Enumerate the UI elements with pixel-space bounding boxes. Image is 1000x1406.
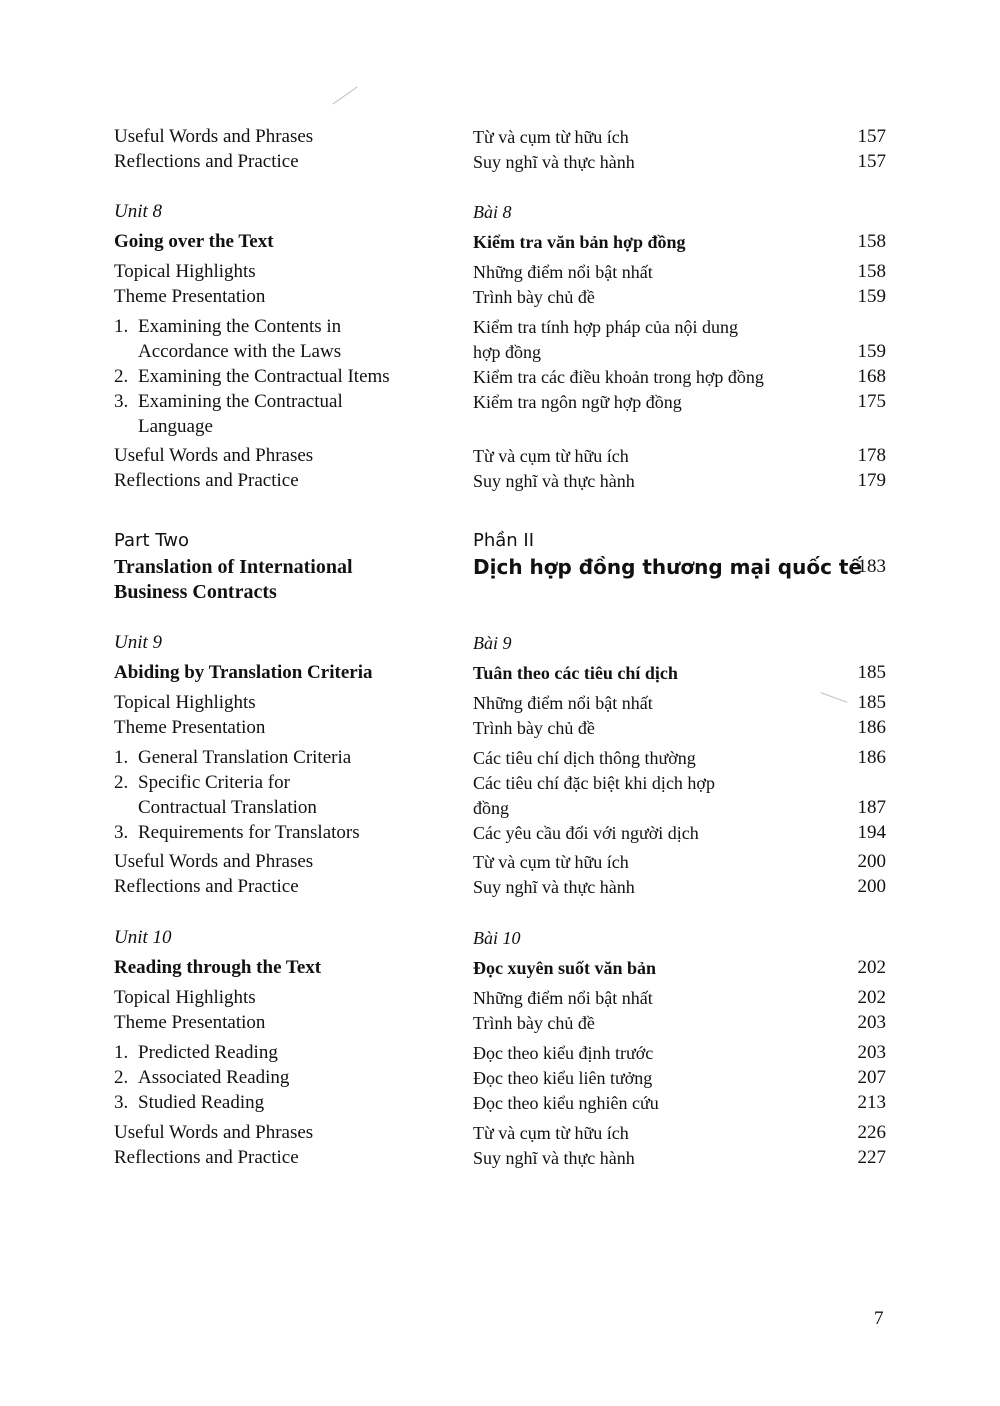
toc-page-ref: 159 bbox=[857, 341, 886, 362]
section-number: 1. bbox=[114, 316, 129, 337]
section-number: 3. bbox=[114, 822, 129, 843]
unit-label-vi: Bài 8 bbox=[473, 202, 512, 222]
toc-page-ref: 202 bbox=[857, 987, 886, 1008]
toc-entry-vi: Suy nghĩ và thực hành bbox=[473, 152, 635, 172]
toc-entry-en: Topical Highlights bbox=[114, 261, 256, 282]
toc-entry-vi: Kiểm tra tính hợp pháp của nội dung bbox=[473, 317, 738, 337]
toc-entry-vi: Những điểm nổi bật nhất bbox=[473, 262, 653, 282]
toc-entry-vi: Từ và cụm từ hữu ích bbox=[473, 852, 629, 872]
toc-entry-en: Studied Reading bbox=[138, 1092, 265, 1113]
toc-page-ref: 179 bbox=[857, 470, 886, 491]
toc-entry-vi: Đọc theo kiểu định trước bbox=[473, 1043, 654, 1063]
section-number: 3. bbox=[114, 1092, 129, 1113]
toc-entry-vi: Từ và cụm từ hữu ích bbox=[473, 1123, 629, 1143]
toc-entry-en: Reflections and Practice bbox=[114, 470, 299, 491]
toc-entry-vi: Đọc theo kiểu nghiên cứu bbox=[473, 1093, 659, 1113]
toc-entry-en: Specific Criteria for bbox=[138, 772, 290, 793]
toc-entry-en: Reflections and Practice bbox=[114, 876, 299, 897]
toc-entry-en: Useful Words and Phrases bbox=[114, 1122, 314, 1143]
toc-entry-en: Contractual Translation bbox=[138, 797, 317, 818]
page-number: 7 bbox=[874, 1308, 884, 1329]
unit-title-en: Going over the Text bbox=[114, 231, 274, 252]
toc-page-ref: 186 bbox=[857, 747, 886, 768]
scan-speck bbox=[821, 692, 848, 703]
toc-page-ref: 213 bbox=[857, 1092, 886, 1113]
toc-entry-vi: hợp đồng bbox=[473, 342, 542, 362]
unit-title-en: Abiding by Translation Criteria bbox=[114, 662, 373, 683]
toc-entry-vi: Những điểm nổi bật nhất bbox=[473, 988, 653, 1008]
toc-entry-en: Examining the Contents in bbox=[138, 316, 342, 337]
toc-entry-en: Language bbox=[138, 416, 213, 437]
section-number: 3. bbox=[114, 391, 129, 412]
toc-page-ref: 194 bbox=[857, 822, 886, 843]
unit-label-en: Unit 9 bbox=[114, 632, 163, 653]
toc-page-ref: 185 bbox=[857, 692, 886, 713]
toc-entry-en: Theme Presentation bbox=[114, 1012, 266, 1033]
toc-entry-en: Useful Words and Phrases bbox=[114, 851, 314, 872]
toc-entry-en: Reflections and Practice bbox=[114, 1147, 299, 1168]
unit-title-vi: Tuân theo các tiêu chí dịch bbox=[473, 663, 678, 683]
section-number: 2. bbox=[114, 772, 129, 793]
toc-page-ref: 159 bbox=[857, 286, 886, 307]
toc-entry-en: Useful Words and Phrases bbox=[114, 445, 314, 466]
toc-page-ref: 186 bbox=[857, 717, 886, 738]
scan-speck bbox=[332, 86, 357, 104]
toc-entry-en: Reflections and Practice bbox=[114, 151, 299, 172]
toc-entry-en: Theme Presentation bbox=[114, 717, 266, 738]
toc-entry-vi: Suy nghĩ và thực hành bbox=[473, 471, 635, 491]
toc-entry-vi: Những điểm nổi bật nhất bbox=[473, 693, 653, 713]
toc-page-ref: 158 bbox=[857, 261, 886, 282]
toc-page-ref: 178 bbox=[857, 445, 886, 466]
toc-entry-en: Examining the Contractual bbox=[138, 391, 343, 412]
toc-entry-vi: Từ và cụm từ hữu ích bbox=[473, 446, 629, 466]
toc-entry-vi: Suy nghĩ và thực hành bbox=[473, 1148, 635, 1168]
toc-entry-vi: Các yêu cầu đối với người dịch bbox=[473, 823, 699, 843]
toc-page-ref: 168 bbox=[857, 366, 886, 387]
toc-entry-vi: Kiểm tra các điều khoản trong hợp đồng bbox=[473, 367, 764, 387]
toc-page-ref: 158 bbox=[857, 231, 886, 252]
toc-entry-en: Topical Highlights bbox=[114, 987, 256, 1008]
toc-page-ref: 187 bbox=[857, 797, 886, 818]
toc-entry-vi: Kiểm tra ngôn ngữ hợp đồng bbox=[473, 392, 682, 412]
toc-entry-vi: Đọc theo kiểu liên tưởng bbox=[473, 1068, 653, 1088]
toc-entry-en: Topical Highlights bbox=[114, 692, 256, 713]
toc-page-ref: 157 bbox=[857, 151, 886, 172]
toc-entry-vi: Trình bày chủ đề bbox=[473, 1013, 595, 1033]
toc-page-ref: 200 bbox=[857, 876, 886, 897]
unit-label-vi: Bài 10 bbox=[473, 928, 521, 948]
toc-entry-en: Examining the Contractual Items bbox=[138, 366, 390, 387]
part-title-en: Translation of International bbox=[114, 556, 353, 578]
unit-title-vi: Kiểm tra văn bản hợp đồng bbox=[473, 232, 686, 252]
toc-entry-en: Useful Words and Phrases bbox=[114, 126, 314, 147]
unit-label-en: Unit 10 bbox=[114, 927, 172, 948]
part-title-vi: Dịch hợp đồng thương mại quốc tế bbox=[473, 555, 863, 579]
section-number: 1. bbox=[114, 747, 129, 768]
toc-entry-en: Accordance with the Laws bbox=[138, 341, 342, 362]
section-number: 1. bbox=[114, 1042, 129, 1063]
toc-page-ref: 203 bbox=[857, 1042, 886, 1063]
unit-label-vi: Bài 9 bbox=[473, 633, 512, 653]
toc-page-ref: 200 bbox=[857, 851, 886, 872]
toc-entry-vi: Các tiêu chí dịch thông thường bbox=[473, 748, 696, 768]
toc-page-ref: 183 bbox=[857, 556, 886, 577]
toc-entry-en: Requirements for Translators bbox=[138, 822, 360, 843]
toc-entry-vi: Trình bày chủ đề bbox=[473, 287, 595, 307]
toc-entry-vi: đồng bbox=[473, 798, 509, 818]
section-number: 2. bbox=[114, 366, 129, 387]
toc-entry-en: Theme Presentation bbox=[114, 286, 266, 307]
toc-page-ref: 226 bbox=[857, 1122, 886, 1143]
toc-entry-vi: Suy nghĩ và thực hành bbox=[473, 877, 635, 897]
unit-title-en: Reading through the Text bbox=[114, 957, 322, 978]
toc-page-ref: 202 bbox=[857, 957, 886, 978]
toc-entry-en: Predicted Reading bbox=[138, 1042, 278, 1063]
toc-entry-vi: Trình bày chủ đề bbox=[473, 718, 595, 738]
toc-entry-en: Associated Reading bbox=[138, 1067, 290, 1088]
toc-entry-en: General Translation Criteria bbox=[138, 747, 352, 768]
part-title-en: Business Contracts bbox=[114, 581, 277, 603]
toc-entry-vi: Các tiêu chí đặc biệt khi dịch hợp bbox=[473, 773, 715, 793]
toc-entry-vi: Từ và cụm từ hữu ích bbox=[473, 127, 629, 147]
toc-page-ref: 185 bbox=[857, 662, 886, 683]
toc-page-ref: 175 bbox=[857, 391, 886, 412]
part-label-vi: Phần II bbox=[473, 530, 535, 551]
section-number: 2. bbox=[114, 1067, 129, 1088]
toc-page-ref: 157 bbox=[857, 126, 886, 147]
unit-label-en: Unit 8 bbox=[114, 201, 163, 222]
toc-page-ref: 207 bbox=[857, 1067, 886, 1088]
part-label-en: Part Two bbox=[114, 530, 190, 551]
toc-page-ref: 227 bbox=[857, 1147, 886, 1168]
toc-page-ref: 203 bbox=[857, 1012, 886, 1033]
unit-title-vi: Đọc xuyên suốt văn bản bbox=[473, 958, 657, 978]
